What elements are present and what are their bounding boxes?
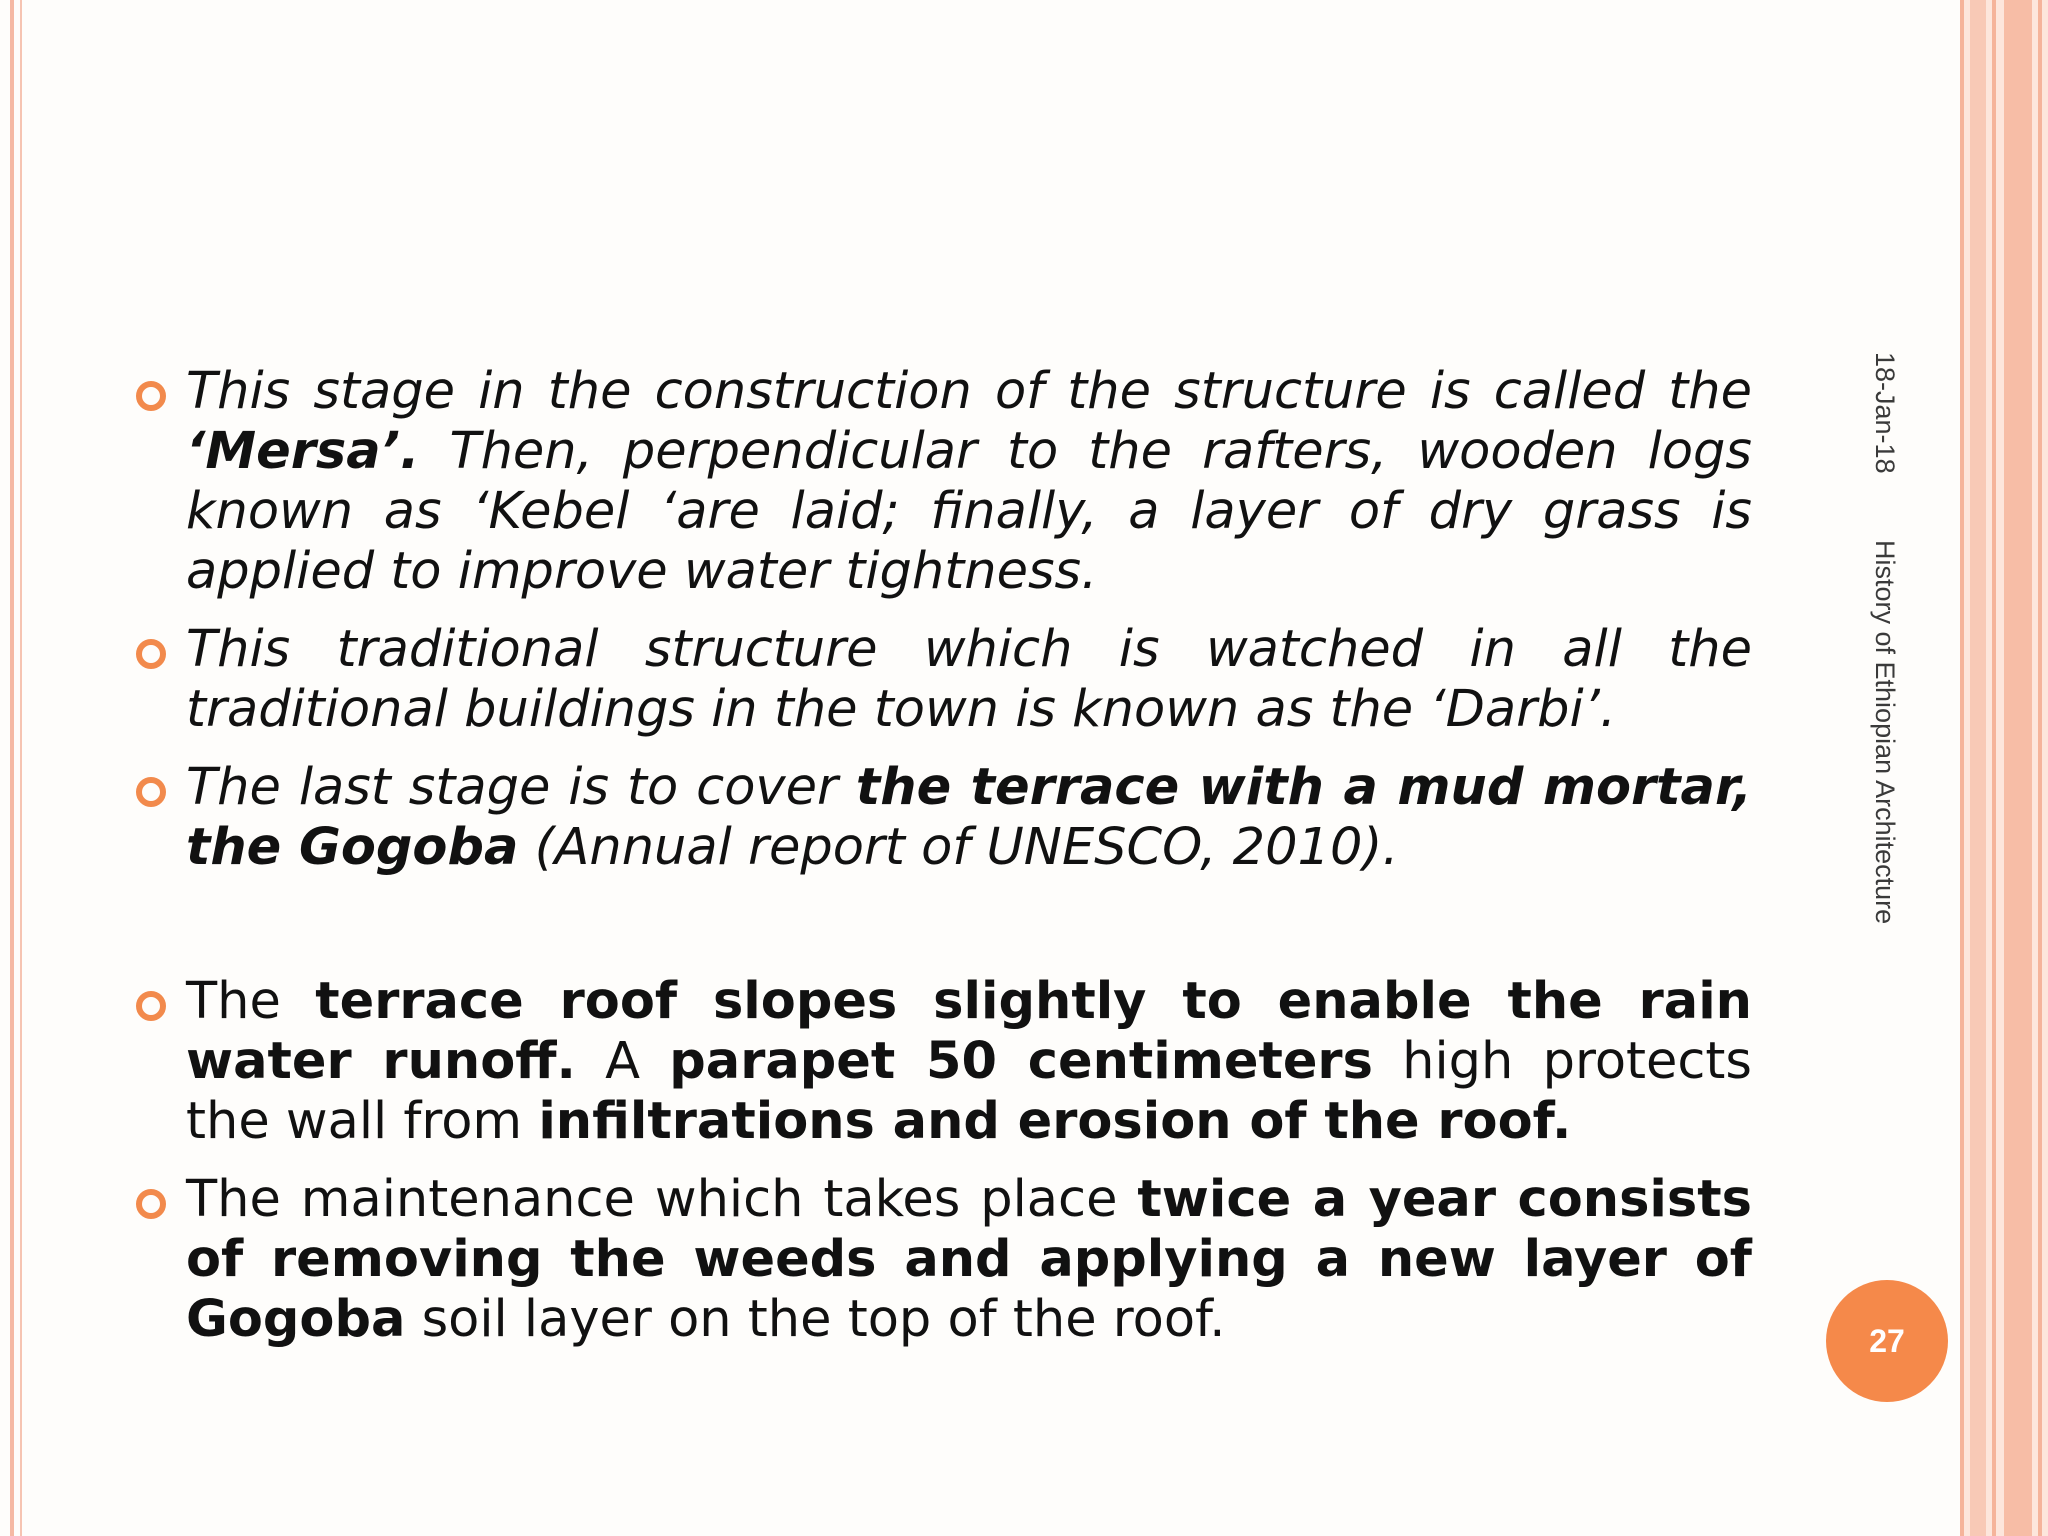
footer-date: 18-Jan-18: [1870, 352, 1900, 474]
bullet-item: [136, 758, 1752, 878]
right-border-stripe: [1960, 0, 1964, 1536]
ring-bullet-icon: [136, 1189, 166, 1219]
ring-bullet-icon: [136, 777, 166, 807]
bullet-text: This traditional structure which is watched in all the traditional buildings in the town is known as the ‘Darbi’.: [186, 620, 1752, 739]
bullet-item: [136, 620, 1752, 740]
right-border-stripe: [2004, 0, 2032, 1536]
ring-bullet-icon: [136, 991, 166, 1021]
page-number: 27: [1869, 1322, 1905, 1359]
ring-bullet-icon: [136, 381, 166, 411]
page-number-badge: [1826, 1280, 1948, 1402]
bullet-text: The maintenance which takes place: [186, 1170, 1138, 1229]
bullet-text: The last stage is to cover: [186, 758, 856, 817]
right-border-stripe: [1992, 0, 1996, 1536]
bullet-item: [136, 972, 1752, 1152]
left-border-line-inner: [20, 0, 22, 1536]
bullet-text-emphasis: parapet 50 centimeters: [669, 1032, 1373, 1091]
bullet-text-emphasis: terrace roof slopes slightly to enable the rain water runoff.: [186, 972, 1752, 1091]
bullet-list: [136, 362, 1752, 1350]
bullet-text-emphasis: ‘Mersa’.: [186, 422, 420, 481]
right-border-stripe: [1970, 0, 1986, 1536]
ring-bullet-icon: [136, 639, 166, 669]
bullet-text: This stage in the construction of the structure is called the: [186, 362, 1752, 421]
footer-course-title: History of Ethiopian Architecture: [1870, 540, 1900, 925]
bullet-item: [136, 362, 1752, 602]
bullet-text: Then, perpendicular to the rafters, wooden logs known as ‘Kebel ‘are laid; finally, a layer of dry grass is applied to improve water tightness.: [186, 422, 1752, 601]
bullet-text-emphasis: twice a year consists of removing the weeds and applying a new layer of Gogoba: [186, 1170, 1752, 1349]
bullet-text-emphasis: the terrace with a mud mortar, the Gogoba: [186, 758, 1753, 877]
bullet-text: The: [186, 972, 316, 1031]
bullet-text-emphasis: infiltrations and erosion of the roof.: [538, 1092, 1572, 1151]
bullet-text: soil layer on the top of the roof.: [405, 1290, 1226, 1349]
bullet-item: [136, 1170, 1752, 1350]
bullet-text: A: [575, 1032, 670, 1091]
bullet-text: high protects the wall from: [186, 1032, 1752, 1151]
right-border-stripe: [2038, 0, 2042, 1536]
left-border-line: [10, 0, 14, 1536]
bullet-text: (Annual report of UNESCO, 2010).: [518, 818, 1399, 877]
